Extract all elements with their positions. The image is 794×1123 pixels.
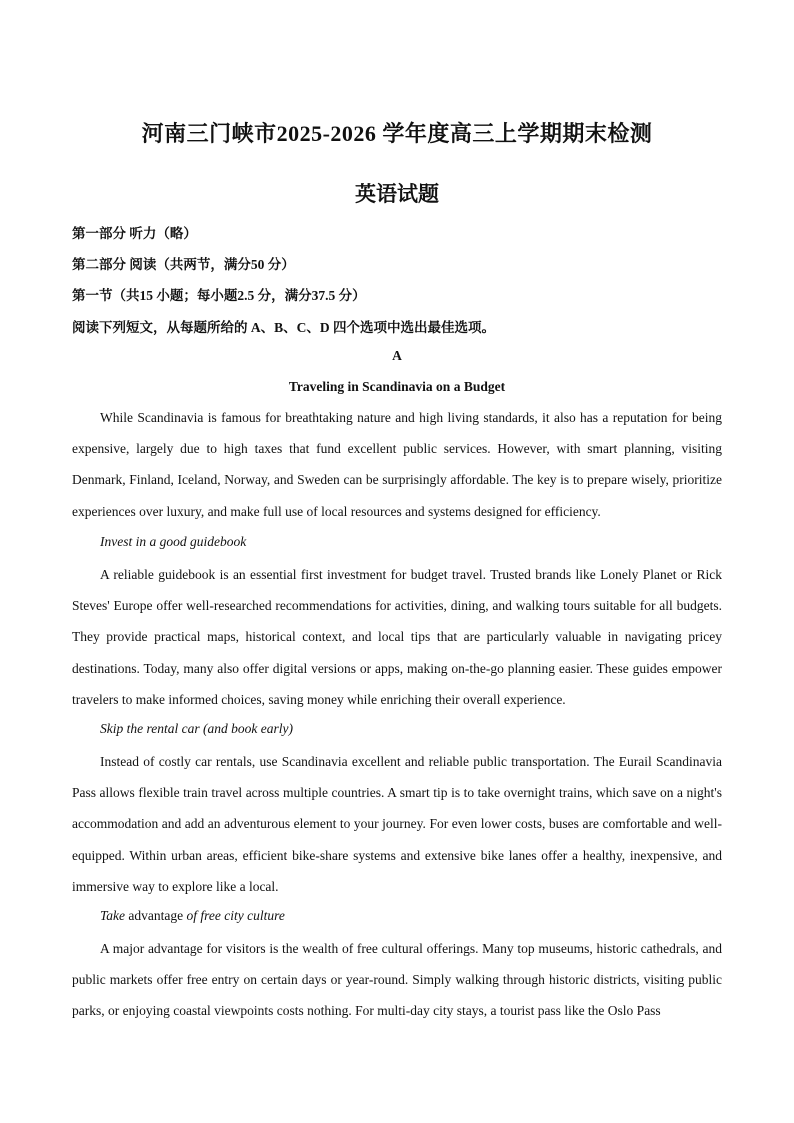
part2-heading: 第二部分 阅读（共两节，满分50 分） — [72, 257, 295, 272]
passage-intro-paragraph: While Scandinavia is famous for breathtaking nature and high living standards, it also has a reputation for being expensive, largely due to high taxes that fund excellent public services. However, with smart planning, visiting Denmark, Finland, Iceland, Norway, and Sweden can be surprisingly affordable. The key is to prepare wisely, prioritize experiences over luxury, and make full use of local resources and systems designed for efficiency. — [72, 410, 722, 519]
section-paragraph-rental-car: Instead of costly car rentals, use Scandinavia excellent and reliable public transportation. The Eurail Scandinavia Pass allows flexible train travel across multiple countries. A smart tip is to take overnight trains, which save on a night's accommodation and add an adventurous element to your journey. For even lower costs, buses are comfortable and well-equipped. Within urban areas, efficient bike-share systems and extensive bike lanes offer a healthy, inexpensive, and immersive way to explore like a local. — [72, 754, 722, 894]
section-heading-guidebook: Invest in a good guidebook — [100, 534, 247, 549]
passage-title: Traveling in Scandinavia on a Budget — [288, 379, 506, 394]
exam-title: 河南三门峡市2025-2026 学年度高三上学期期末检测 — [141, 121, 653, 146]
heading-part-free-culture: of free city culture — [186, 908, 285, 923]
part1-heading: 第一部分 听力（略） — [72, 226, 197, 241]
section1-heading: 第一节（共15 小题；每小题2.5 分，满分37.5 分） — [72, 288, 366, 303]
exam-subtitle: 英语试题 — [355, 182, 439, 206]
directions-text: 阅读下列短文，从每题所给的 A、B、C、D 四个选项中选出最佳选项。 — [72, 320, 496, 335]
passage-label: A — [392, 348, 402, 363]
section-paragraph-guidebook: A reliable guidebook is an essential first investment for budget travel. Trusted brands like Lonely Planet or Rick Steves' Europe offer well-researched recommendations for activities, dining, and walking tours suitable for all budgets. They provide practical maps, historical context, and local tips that are particularly valuable in navigating pricey destinations. Today, many also offer digital versions or apps, making on-the-go planning easier. These guides empower travelers to make informed choices, saving money while enriching their overall experience. — [72, 567, 722, 707]
section-heading-rental-car: Skip the rental car (and book early) — [100, 721, 293, 736]
heading-part-take: Take — [100, 908, 126, 923]
section-heading-free-culture — [100, 908, 285, 924]
section-paragraph-free-culture: A major advantage for visitors is the wealth of free cultural offerings. Many top museums, historic cathedrals, and public markets offer free entry on certain days or year-round. Simply walking through historic districts, visiting public parks, or enjoying coastal viewpoints costs nothing. For multi-day city stays, a tourist pass like the Oslo Pass — [72, 941, 722, 1019]
heading-part-advantage: advantage — [125, 908, 187, 923]
